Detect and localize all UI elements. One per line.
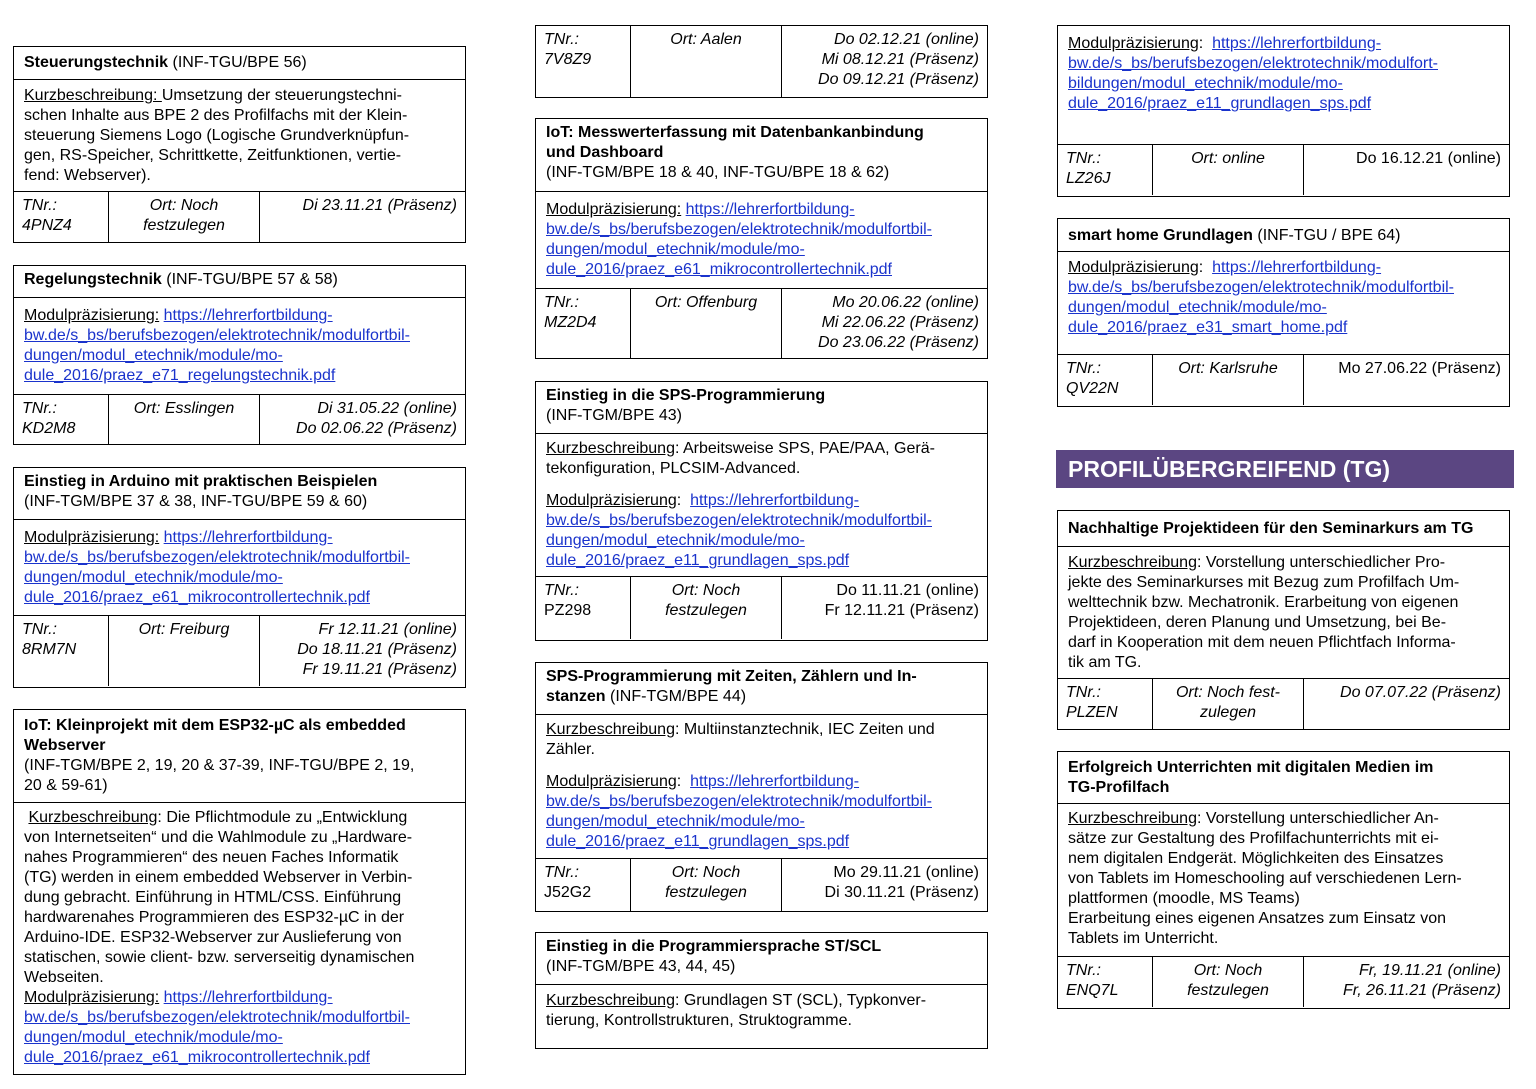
kb-text: nem digitalen Endgerät. Möglichkeiten des Einsatzes [1068, 850, 1444, 867]
course-nachhaltige-projektideen [1057, 510, 1510, 730]
tn-label: TNr.: [544, 582, 579, 599]
course-title: smart home Grundlagen [1068, 227, 1253, 244]
date-text: Mo 27.06.22 (Präsenz) [1338, 360, 1501, 377]
ort-text: festzulegen [1187, 982, 1269, 999]
course-title: IoT: Messwerterfassung mit Datenbankanbindung [546, 124, 924, 141]
course-info-row [536, 577, 987, 639]
kb-text: Tablets im Unterricht. [1068, 930, 1219, 947]
mp-label: Modulpräzisierung: [546, 201, 682, 218]
ort-text: Ort: Noch [671, 864, 741, 881]
course-code: (INF-TGU/BPE 57 & 58) [166, 271, 338, 288]
kb-text: Projektideen, deren Planung und Umsetzung, bei Be- [1068, 614, 1447, 631]
kb-text: tik am TG. [1068, 654, 1142, 671]
kb-label: Kurzbeschreibung [1068, 810, 1197, 827]
tn-label: TNr.: [1066, 150, 1101, 167]
module-link[interactable]: bw.de/s_bs/berufsbezogen/elektrotechnik/modulfort- [1068, 55, 1438, 72]
kb-text: : Vorstellung unterschiedlicher Pro- [1196, 554, 1446, 571]
tn-number: J52G2 [544, 884, 592, 901]
module-link[interactable]: bw.de/s_bs/berufsbezogen/elektrotechnik/modulfortbil- [546, 793, 932, 810]
mp-label: Modulpräzisierung: [24, 307, 160, 324]
module-link[interactable]: dungen/modul_etechnik/module/mo- [546, 241, 805, 258]
module-link[interactable]: dungen/modul_etechnik/module/mo- [24, 347, 283, 364]
tn-number: KD2M8 [22, 420, 76, 437]
ort-text: Ort: Aalen [670, 31, 742, 48]
course-title: IoT: Kleinprojekt mit dem ESP32-µC als embedded [24, 717, 406, 734]
course-code: (INF-TGM/BPE 43, 44, 45) [546, 958, 736, 975]
module-link[interactable]: dungen/modul_etechnik/module/mo- [24, 1029, 283, 1046]
module-link[interactable]: dungen/modul_etechnik/module/mo- [546, 813, 805, 830]
date-text: Fr 19.11.21 (Präsenz) [302, 661, 457, 678]
tn-number: ENQ7L [1066, 982, 1119, 999]
mp-label: Modulpräzisierung: [24, 989, 160, 1006]
date-text: Mi 22.06.22 (Präsenz) [821, 314, 979, 331]
kb-label: Kurzbeschreibung [546, 721, 675, 738]
course-st-scl [535, 932, 988, 1049]
course-title: Erfolgreich Unterrichten mit digitalen Medien im [1068, 759, 1434, 776]
kb-text: Arduino-IDE. ESP32-Webserver zur Auslieferung von [24, 929, 402, 946]
course-code: (INF-TGM/BPE 37 & 38, INF-TGU/BPE 59 & 60) [24, 493, 368, 510]
date-text: Mo 29.11.21 (online) [833, 864, 979, 881]
mp-label: Modulpräzisierung [1068, 259, 1199, 276]
module-link[interactable]: dungen/modul_etechnik/module/mo- [24, 569, 283, 586]
course-iot-kleinprojekt-info [535, 25, 988, 98]
module-link[interactable]: dule_2016/praez_e61_mikrocontrollertechnik.pdf [24, 1049, 370, 1066]
module-link[interactable]: dule_2016/praez_e61_mikrocontrollertechnik.pdf [24, 589, 370, 606]
tn-number: QV22N [1066, 380, 1119, 397]
module-link[interactable]: https://lehrerfortbildung- [690, 492, 860, 509]
course-sps-zeiten-zaehler: SPS-Programmierung mit Zeiten, Zählern und In- stanzen (INF-TGM/BPE 44) Kurzbeschreibung: Multiinstanztechnik, IEC Zeiten und Zähler. Modulpräzisierung: https://lehrerfortbildung- bw.de/s_bs/berufsbezogen/elektrotechnik/modulfortbil- dungen/modul_etechnik/module/mo- dule_2016/praez_e11_grundlagen_sps.pdf TNr.: J52G2 Ort: Noch festzulegen Mo 29.11.21 (online) Di 30.11.21 (Präsenz) [535, 662, 988, 912]
tn-number: MZ2D4 [544, 314, 597, 331]
tn-number: 8RM7N [22, 641, 77, 658]
module-link[interactable]: https://lehrerfortbildung- [163, 307, 333, 324]
kb-text: jekte des Seminarkurses mit Bezug zum Profilfach Um- [1068, 574, 1460, 591]
date-text: Do 09.12.21 (Präsenz) [818, 71, 979, 88]
module-link[interactable]: dule_2016/praez_e61_mikrocontrollertechnik.pdf [546, 261, 892, 278]
date-text: Do 11.11.21 (online) [836, 582, 979, 599]
course-info-row [536, 26, 987, 97]
kb-text: welttechnik bzw. Mechatronik. Erarbeitung von eigenen [1068, 594, 1459, 611]
course-code: (INF-TGU / BPE 64) [1257, 227, 1401, 244]
date-text: Fr 12.11.21 (online) [318, 621, 457, 638]
course-digitale-medien [1057, 751, 1510, 1009]
module-link[interactable]: https://lehrerfortbildung- [685, 201, 855, 218]
kb-text: nahes Programmieren“ des neuen Faches Informatik [24, 849, 399, 866]
course-steuerungstechnik [13, 46, 466, 243]
kb-label: Kurzbeschreibung [1068, 554, 1197, 571]
kb-text: von Tablets im Homeschooling auf verschiedenen Lern- [1068, 870, 1462, 887]
module-link[interactable]: bw.de/s_bs/berufsbezogen/elektrotechnik/modulfortbil- [546, 221, 932, 238]
mp-label: Modulpräzisierung [1068, 35, 1199, 52]
tn-label: TNr.: [1066, 684, 1101, 701]
course-info-row [14, 616, 465, 686]
module-link[interactable]: https://lehrerfortbildung- [163, 529, 333, 546]
module-link[interactable]: https://lehrerfortbildung- [1212, 35, 1382, 52]
course-st-scl-info: Modulpräzisierung: https://lehrerfortbildung- bw.de/s_bs/berufsbezogen/elektrotechnik/modulfort- bildungen/modul_etechnik/module/mo- dule_2016/praez_e11_grundlagen_sps.pdf TNr.: LZ26J Ort: online Do 16.12.21 (online) [1057, 25, 1510, 197]
date-text: Di 30.11.21 (Präsenz) [824, 884, 979, 901]
module-link[interactable]: bw.de/s_bs/berufsbezogen/elektrotechnik/modulfortbil- [24, 1009, 410, 1026]
tn-number: 4PNZ4 [22, 217, 72, 234]
section-banner: PROFILÜBERGREIFEND (TG) [1056, 450, 1514, 488]
tn-label: TNr.: [544, 864, 579, 881]
course-title: Nachhaltige Projektideen für den Seminarkurs am TG [1068, 520, 1474, 537]
ort-text: Ort: Offenburg [654, 294, 758, 311]
course-code: (INF-TGM/BPE 18 & 40, INF-TGU/BPE 18 & 62) [546, 164, 890, 181]
tn-number: LZ26J [1066, 170, 1111, 187]
ort-text: Ort: Karlsruhe [1178, 360, 1278, 377]
course-info-row [1058, 355, 1509, 405]
kb-label: Kurzbeschreibung [546, 992, 675, 1009]
ort-text: Ort: Noch fest- [1175, 684, 1281, 701]
kb-text: darf in Kooperation mit dem neuen Pflichtfach Informa- [1068, 634, 1456, 651]
date-text: Fr, 26.11.21 (Präsenz) [1343, 982, 1501, 999]
date-text: Mo 20.06.22 (online) [832, 294, 979, 311]
course-title: SPS-Programmierung mit Zeiten, Zählern und In- [546, 668, 917, 685]
mp-label: Modulpräzisierung [546, 492, 677, 509]
course-code: (INF-TGU/BPE 56) [172, 54, 307, 71]
kb-text: steuerung Siemens Logo (Logische Grundverknüpfun- [24, 127, 410, 144]
course-info-row [1058, 145, 1509, 195]
course-iot-messwerterfassung [535, 118, 988, 359]
module-link[interactable]: dule_2016/praez_e11_grundlagen_sps.pdf [546, 552, 850, 569]
module-link[interactable]: https://lehrerfortbildung- [163, 989, 333, 1006]
date-text: Mi 08.12.21 (Präsenz) [821, 51, 979, 68]
module-link[interactable]: https://lehrerfortbildung- [690, 773, 860, 790]
course-info-row [1058, 957, 1509, 1007]
course-info-row [536, 859, 987, 911]
kb-text: gen, RS-Speicher, Schrittkette, Zeitfunktionen, vertie- [24, 147, 402, 164]
kb-label: Kurzbeschreibung: [24, 87, 162, 104]
kb-label: Kurzbeschreibung [28, 809, 158, 826]
course-title: Einstieg in die SPS-Programmierung [546, 387, 826, 404]
module-link[interactable]: dungen/modul_etechnik/module/mo- [546, 532, 805, 549]
kb-label: Kurzbeschreibung [546, 440, 675, 457]
date-text: Do 16.12.21 (online) [1356, 150, 1501, 167]
ort-text: festzulegen [143, 217, 225, 234]
date-text: Do 02.06.22 (Präsenz) [296, 420, 457, 437]
course-info-row [1058, 679, 1509, 729]
tn-label: TNr.: [1066, 360, 1101, 377]
tn-label: TNr.: [22, 400, 57, 417]
mp-label: Modulpräzisierung: [24, 529, 160, 546]
module-link[interactable]: bildungen/modul_etechnik/module/mo- [1068, 75, 1343, 92]
course-title: und Dashboard [546, 144, 664, 161]
kb-text: : Vorstellung unterschiedlicher An- [1196, 810, 1439, 827]
ort-text: zulegen [1199, 704, 1257, 721]
course-title: stanzen [546, 688, 606, 705]
kb-text: : Die Pflichtmodule zu „Entwicklung [157, 809, 408, 826]
kb-text: : Grundlagen ST (SCL), Typkonver- [674, 992, 927, 1009]
date-text: Di 23.11.21 (Präsenz) [302, 197, 457, 214]
ort-text: Ort: Noch [671, 582, 741, 599]
ort-text: Ort: online [1191, 150, 1265, 167]
tn-number: PZ298 [544, 602, 592, 619]
kb-text: plattformen (moodle, MS Teams) [1068, 890, 1300, 907]
course-code: (INF-TGM/BPE 43) [546, 407, 683, 424]
course-title: Steuerungstechnik [24, 54, 169, 71]
kb-text: sätze zur Gestaltung des Profilfachunterrichts mit ei- [1068, 830, 1439, 847]
kb-text: : Arbeitsweise SPS, PAE/PAA, Gerä- [674, 440, 935, 457]
tn-label: TNr.: [544, 294, 579, 311]
date-text: Do 02.12.21 (online) [834, 31, 979, 48]
course-title: TG-Profilfach [1068, 779, 1170, 796]
ort-text: Ort: Esslingen [133, 400, 235, 417]
course-title: Einstieg in Arduino mit praktischen Beispielen [24, 473, 378, 490]
course-info-row [14, 395, 465, 444]
course-code: 20 & 59-61) [24, 777, 108, 794]
course-info-row [14, 192, 465, 242]
course-title: Webserver [24, 737, 106, 754]
course-einstieg-sps: Einstieg in die SPS-Programmierung (INF-TGM/BPE 43) Kurzbeschreibung: Arbeitsweise SPS, PAE/PAA, Gerä- tekonfiguration, PLCSIM-Advanced. Modulpräzisierung: https://lehrerfortbildung- bw.de/s_bs/berufsbezogen/elektrotechnik/modulfortbil- dungen/modul_etechnik/module/mo- dule_2016/praez_e11_grundlagen_sps.pdf TNr.: PZ298 Ort: Noch festzulegen Do 11.11.21 (online) Fr 12.11.21 (Präsenz) [535, 381, 988, 641]
kb-text: von Internetseiten“ und die Wahlmodule zu „Hardware- [24, 829, 413, 846]
module-link[interactable]: dule_2016/praez_e11_grundlagen_sps.pdf [546, 833, 850, 850]
course-info-row [536, 289, 987, 359]
course-regelungstechnik [13, 265, 466, 445]
module-link[interactable]: bw.de/s_bs/berufsbezogen/elektrotechnik/modulfortbil- [1068, 279, 1454, 296]
tn-label: TNr.: [1066, 962, 1101, 979]
date-text: Do 18.11.21 (Präsenz) [297, 641, 457, 658]
tn-label: TNr.: [22, 197, 57, 214]
module-link[interactable]: dule_2016/praez_e31_smart_home.pdf [1068, 319, 1348, 336]
course-title: Einstieg in die Programmiersprache ST/SCL [546, 938, 882, 955]
kb-text: Erarbeitung eines eigenen Ansatzes zum Einsatz von [1068, 910, 1447, 927]
ort-text: festzulegen [665, 884, 747, 901]
date-text: Fr 12.11.21 (Präsenz) [824, 602, 979, 619]
course-arduino [13, 467, 466, 688]
kb-text: Webseiten. [24, 969, 104, 986]
module-link[interactable]: https://lehrerfortbildung- [1212, 259, 1382, 276]
kb-text: tierung, Kontrollstrukturen, Struktogramme. [546, 1012, 852, 1029]
date-text: Di 31.05.22 (online) [317, 400, 457, 417]
mp-label: Modulpräzisierung [546, 773, 677, 790]
tn-number: PLZEN [1066, 704, 1118, 721]
date-text: Fr, 19.11.21 (online) [1358, 962, 1501, 979]
kb-text: Zähler. [546, 741, 595, 758]
kb-text: (TG) werden in einem embedded Webserver in Verbin- [24, 869, 413, 886]
ort-text: festzulegen [665, 602, 747, 619]
tn-label: TNr.: [544, 31, 579, 48]
kb-text: hardwarenahes Programmieren des ESP32-µC in der [24, 909, 405, 926]
tn-label: TNr.: [22, 621, 57, 638]
course-title: Regelungstechnik [24, 271, 162, 288]
course-smart-home: smart home Grundlagen (INF-TGU / BPE 64) Modulpräzisierung: https://lehrerfortbildung- bw.de/s_bs/berufsbezogen/elektrotechnik/modulfortbil- dungen/modul_etechnik/module/mo- dule_2016/praez_e31_smart_home.pdf TNr.: QV22N Ort: Karlsruhe Mo 27.06.22 (Präsenz) [1057, 218, 1510, 407]
ort-text: Ort: Noch [149, 197, 219, 214]
kb-text: dung gebracht. Einführung in HTML/CSS. Einführung [24, 889, 402, 906]
kb-text: : Multiinstanztechnik, IEC Zeiten und [674, 721, 935, 738]
date-text: Do 23.06.22 (Präsenz) [818, 334, 979, 351]
module-link[interactable]: bw.de/s_bs/berufsbezogen/elektrotechnik/modulfortbil- [546, 512, 932, 529]
tn-number: 7V8Z9 [544, 51, 592, 68]
kb-text: fend: Webserver). [24, 167, 151, 184]
kb-text: schen Inhalte aus BPE 2 des Profilfachs mit der Klein- [24, 107, 408, 124]
kb-text: Umsetzung der steuerungstechni- [161, 87, 402, 104]
kb-text: statischen, sowie client- bzw. serverseitig dynamischen [24, 949, 415, 966]
kb-text: tekonfiguration, PLCSIM-Advanced. [546, 460, 801, 477]
module-link[interactable]: dule_2016/praez_e71_regelungstechnik.pdf [24, 367, 336, 384]
course-code: (INF-TGM/BPE 2, 19, 20 & 37-39, INF-TGU/BPE 2, 19, [24, 757, 415, 774]
course-iot-kleinprojekt [13, 709, 466, 1075]
date-text: Do 07.07.22 (Präsenz) [1340, 684, 1501, 701]
module-link[interactable]: dungen/modul_etechnik/module/mo- [1068, 299, 1327, 316]
course-code: (INF-TGM/BPE 44) [610, 688, 747, 705]
module-link[interactable]: bw.de/s_bs/berufsbezogen/elektrotechnik/modulfortbil- [24, 549, 410, 566]
module-link[interactable]: dule_2016/praez_e11_grundlagen_sps.pdf [1068, 95, 1372, 112]
ort-text: Ort: Noch [1193, 962, 1263, 979]
ort-text: Ort: Freiburg [138, 621, 230, 638]
module-link[interactable]: bw.de/s_bs/berufsbezogen/elektrotechnik/modulfortbil- [24, 327, 410, 344]
